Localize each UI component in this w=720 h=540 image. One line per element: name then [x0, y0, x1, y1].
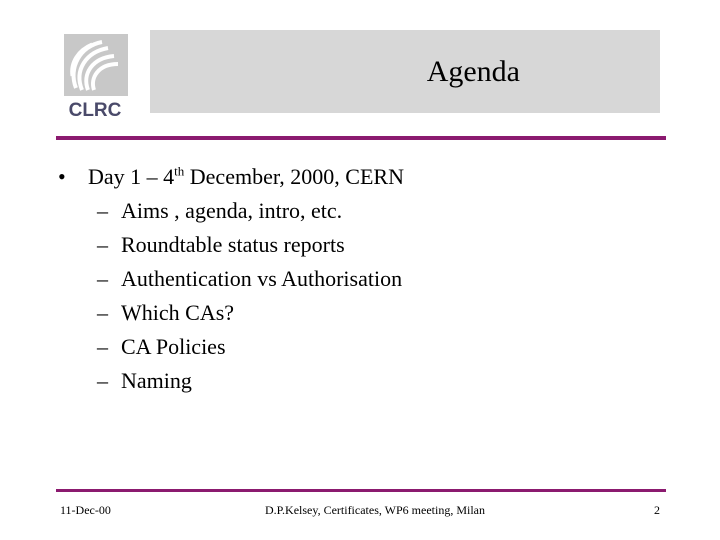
bullet-item [58, 160, 658, 194]
sub-item [58, 228, 658, 262]
dash-icon: – [97, 232, 108, 257]
dash-icon: – [97, 198, 108, 223]
agenda-list [58, 160, 658, 398]
sub-item [58, 296, 658, 330]
dash-icon: – [97, 300, 108, 325]
logo-text: CLRC [68, 100, 122, 120]
sub-item [58, 194, 658, 228]
sub-item [58, 262, 658, 296]
bullet-text: Day 1 – 4th December, 2000, CERN [88, 163, 404, 189]
header-divider [56, 136, 666, 140]
bullet-icon: • [58, 164, 66, 189]
footer-center-text: D.P.Kelsey, Certificates, WP6 meeting, Milan [265, 503, 485, 517]
dash-icon: – [97, 368, 108, 393]
footer-divider [56, 489, 666, 492]
slide-title: Agenda [426, 55, 520, 88]
sub-item-text: Roundtable status reports [121, 232, 345, 257]
sub-item-text: Authentication vs Authorisation [121, 266, 403, 291]
dash-icon: – [97, 334, 108, 359]
page-number: 2 [654, 503, 660, 517]
dash-icon: – [97, 266, 108, 291]
sub-item-text: CA Policies [121, 334, 226, 359]
sub-item-text: Aims , agenda, intro, etc. [121, 198, 343, 223]
sub-item-text: Naming [121, 368, 192, 393]
sub-item [58, 364, 658, 398]
footer-date: 11-Dec-00 [60, 503, 111, 517]
sub-item [58, 330, 658, 364]
sub-item-text: Which CAs? [121, 300, 235, 325]
